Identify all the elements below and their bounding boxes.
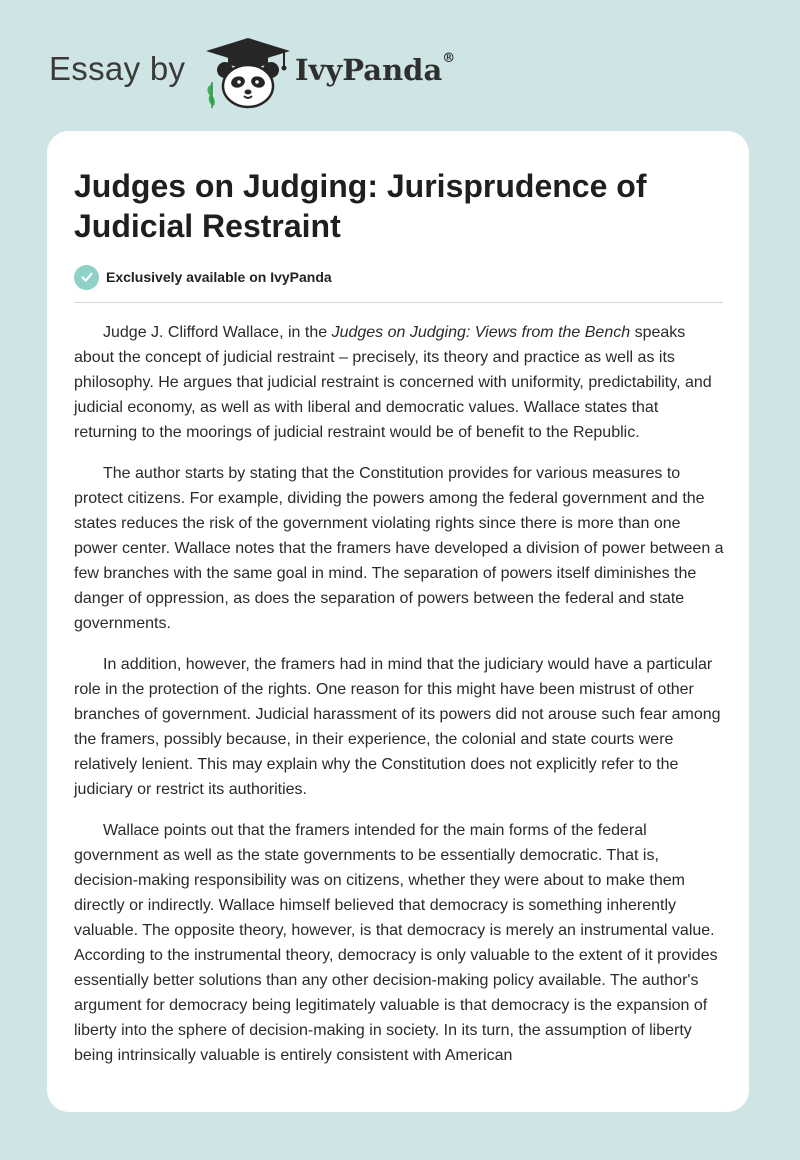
site-header bbox=[0, 0, 800, 128]
registered-mark: ® bbox=[442, 51, 456, 66]
divider bbox=[74, 302, 723, 303]
paragraph-4: Wallace points out that the framers intended for the main forms of the federal government as well as the state governments to be essentially democratic. That is, decision-making responsibility was on citizens, whether they were about to make them directly or indirectly. Wallace himself believed that democracy is something inherently valuable. The opposite theory, however, is that democracy is merely an instrumental value. According to the instrumental theory, democracy is only valuable to the extent of it provides essentially better solutions than any other decision-making policy available. The author's argument for democracy being legitimately valuable is that democracy is the expansion of liberty into the sphere of decision-making in society. In its turn, the assumption of liberty being intrinsically valuable is entirely consistent with American bbox=[74, 822, 718, 1064]
paragraph-1 bbox=[74, 320, 724, 445]
brand-label: IvyPanda bbox=[295, 53, 443, 87]
essay-by-label: Essay by bbox=[49, 50, 186, 87]
essay-card bbox=[47, 131, 749, 1112]
paragraph-1-start: Judge J. Clifford Wallace, in the bbox=[103, 324, 332, 341]
paragraph-1-end: speaks about the concept of judicial restraint – precisely, its theory and practice as well as its philosophy. He argues that judicial restraint is concerned with uniformity, predictability, and judicial economy, as well as with liberal and democratic values. Wallace states that returning to the moorings of judicial restraint would be of benefit to the Republic. bbox=[74, 324, 712, 441]
badge-label: Exclusively available on IvyPanda bbox=[106, 269, 332, 285]
essay-body bbox=[74, 320, 724, 1084]
paragraph-3: In addition, however, the framers had in mind that the judiciary would have a particular role in the protection of the rights. One reason for this might have been mistrust of other branches of government. Judicial harassment of its powers did not arouse such fear among the framers, possibly because, in their experience, the colonial and state courts were relatively lenient. This may explain why the Constitution does not explicitly refer to the judiciary or restrict its authorities. bbox=[74, 656, 721, 798]
panda-logo-icon[interactable] bbox=[200, 36, 296, 110]
exclusive-badge bbox=[74, 264, 332, 290]
brand-name[interactable] bbox=[295, 53, 455, 87]
book-title: Judges on Judging: Views from the Bench bbox=[331, 324, 631, 341]
check-circle-icon bbox=[74, 265, 99, 290]
essay-title: Judges on Judging: Jurisprudence of Judicial Restraint bbox=[74, 168, 647, 244]
paragraph-2: The author starts by stating that the Constitution provides for various measures to protect citizens. For example, dividing the powers among the federal government and the states reduces the risk of the government violating rights since there is more than one power center. Wallace notes that the framers have developed a division of power between a few branches with the same goal in mind. The separation of powers itself diminishes the danger of oppression, as does the separation of powers between the federal and state governments. bbox=[74, 465, 724, 632]
